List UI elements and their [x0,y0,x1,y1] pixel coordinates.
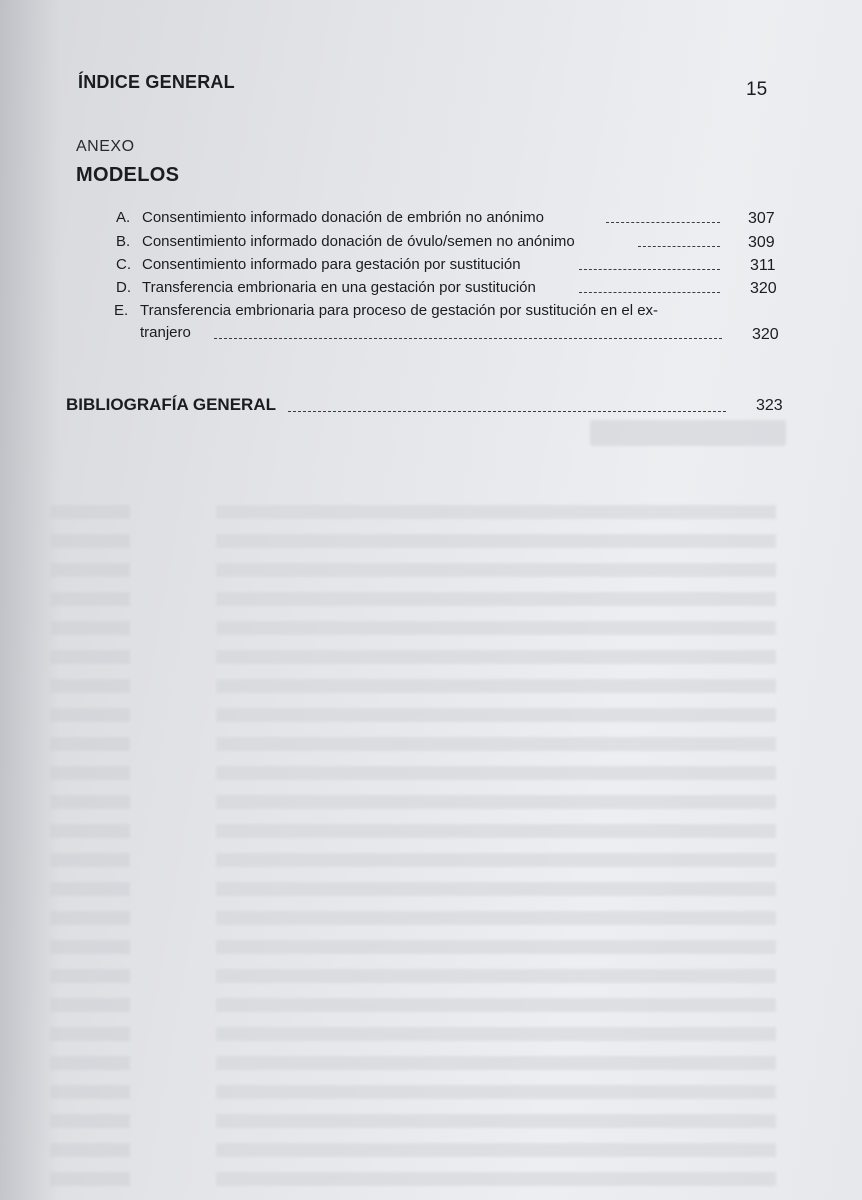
leader-dots [579,291,720,293]
toc-text: Consentimiento informado donación de embrión no anónimo [142,209,544,226]
toc-text-continued: tranjero [140,324,191,341]
page-number: 15 [746,79,768,100]
toc-entry-c [116,254,786,276]
bibliography-page: 323 [756,397,783,414]
toc-entry-e [114,300,786,346]
toc-letter: D. [116,279,131,296]
toc-page: 309 [748,234,775,251]
page-header-title: ÍNDICE GENERAL [78,72,235,92]
toc-page: 320 [750,280,777,297]
leader-dots [606,221,720,223]
toc-entry-b [116,231,786,253]
bibliography-title: BIBLIOGRAFÍA GENERAL [66,395,276,414]
show-through-shadow [50,505,130,1195]
show-through-shadow [590,420,786,446]
toc-letter: B. [116,233,131,250]
annex-section-title: MODELOS [76,164,180,186]
toc-entry-a [116,207,786,229]
toc-text: Consentimiento informado donación de óvulo/semen no anónimo [142,233,575,250]
toc-page: 320 [752,326,779,343]
toc-letter: E. [114,302,129,319]
toc-page: 307 [748,210,775,227]
leader-dots [579,268,720,270]
annex-label: ANEXO [76,138,135,155]
toc-page: 311 [750,257,776,274]
toc-text: Transferencia embrionaria para proceso de gestación por sustitución en el ex- [140,302,659,319]
show-through-shadow [216,505,776,1195]
leader-dots [638,245,720,247]
toc-text: Consentimiento informado para gestación por sustitución [142,256,521,273]
leader-dots [214,337,722,339]
bibliography-leader-dots [288,410,726,412]
toc-entry-d [116,277,786,299]
toc-letter: C. [116,256,131,273]
toc-letter: A. [116,209,131,226]
toc-text: Transferencia embrionaria en una gestación por sustitución [142,279,536,296]
